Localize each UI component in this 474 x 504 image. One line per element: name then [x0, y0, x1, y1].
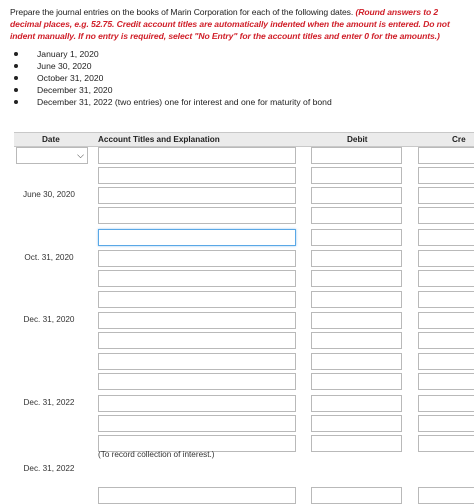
dates-list [10, 48, 332, 108]
account-title-input[interactable] [98, 353, 296, 370]
account-title-input[interactable] [98, 373, 296, 390]
bullet-icon [14, 88, 18, 92]
debit-input[interactable] [311, 147, 402, 164]
table-row [0, 290, 474, 308]
credit-input[interactable] [418, 147, 474, 164]
account-title-input[interactable] [98, 415, 296, 432]
table-row [0, 146, 474, 164]
credit-input[interactable] [418, 353, 474, 370]
debit-input[interactable] [311, 332, 402, 349]
account-title-input[interactable] [98, 147, 296, 164]
table-row [0, 249, 474, 267]
credit-input[interactable] [418, 312, 474, 329]
credit-input[interactable] [418, 187, 474, 204]
table-row [0, 352, 474, 370]
account-title-input[interactable] [98, 270, 296, 287]
table-row [0, 486, 474, 504]
credit-input[interactable] [418, 395, 474, 412]
debit-input[interactable] [311, 395, 402, 412]
table-row [0, 186, 474, 204]
credit-input[interactable] [418, 270, 474, 287]
bullet-icon [14, 52, 18, 56]
table-row [0, 414, 474, 432]
table-row [0, 459, 474, 477]
list-item: December 31, 2020 [10, 84, 332, 96]
table-row [0, 372, 474, 390]
debit-input[interactable] [311, 187, 402, 204]
header-credit: Cre [452, 135, 466, 144]
credit-input[interactable] [418, 487, 474, 504]
table-row [0, 394, 474, 412]
date-select[interactable] [16, 147, 88, 164]
bullet-icon [14, 76, 18, 80]
credit-input[interactable] [418, 291, 474, 308]
instructions [10, 6, 470, 42]
list-item: January 1, 2020 [10, 48, 332, 60]
header-date: Date [42, 135, 60, 144]
credit-input[interactable] [418, 435, 474, 452]
date-label: Oct. 31, 2020 [24, 253, 74, 262]
debit-input[interactable] [311, 353, 402, 370]
credit-input[interactable] [418, 332, 474, 349]
date-label: June 30, 2020 [23, 190, 75, 199]
header-debit: Debit [347, 135, 368, 144]
debit-input[interactable] [311, 487, 402, 504]
instructions-emphasis: (Round answers to 2 decimal places, e.g. 52.75. Credit account titles are automatically indented when the amount is entered. Do not indent manually. If no entry is required, select "No Entry" for the account titles and enter 0 for the amounts.) [10, 7, 450, 41]
account-title-input[interactable] [98, 312, 296, 329]
credit-input[interactable] [418, 207, 474, 224]
account-title-input[interactable] [98, 332, 296, 349]
debit-input[interactable] [311, 250, 402, 267]
list-item: December 31, 2022 (two entries) one for interest and one for maturity of bond [10, 96, 332, 108]
account-title-input-focused[interactable] [98, 229, 296, 246]
date-label: Dec. 31, 2022 [23, 398, 75, 407]
table-row [0, 434, 474, 452]
chevron-down-icon: ⌵ [77, 150, 84, 160]
instructions-text: Prepare the journal entries on the books of Marin Corporation for each of the following dates. [10, 7, 356, 17]
account-title-input[interactable] [98, 487, 296, 504]
entry-explanation: (To record collection of interest.) [98, 450, 215, 459]
debit-input[interactable] [311, 229, 402, 246]
table-row [0, 206, 474, 224]
debit-input[interactable] [311, 167, 402, 184]
credit-input[interactable] [418, 373, 474, 390]
table-row [0, 269, 474, 287]
debit-input[interactable] [311, 291, 402, 308]
bullet-icon [14, 64, 18, 68]
account-title-input[interactable] [98, 395, 296, 412]
debit-input[interactable] [311, 312, 402, 329]
credit-input[interactable] [418, 229, 474, 246]
header-account: Account Titles and Explanation [98, 135, 220, 144]
debit-input[interactable] [311, 270, 402, 287]
date-label: Dec. 31, 2022 [23, 464, 75, 473]
credit-input[interactable] [418, 167, 474, 184]
table-row [0, 331, 474, 349]
account-title-input[interactable] [98, 167, 296, 184]
account-title-input[interactable] [98, 291, 296, 308]
account-title-input[interactable] [98, 207, 296, 224]
bullet-icon [14, 100, 18, 104]
debit-input[interactable] [311, 435, 402, 452]
debit-input[interactable] [311, 207, 402, 224]
list-item: October 31, 2020 [10, 72, 332, 84]
debit-input[interactable] [311, 415, 402, 432]
list-item: June 30, 2020 [10, 60, 332, 72]
account-title-input[interactable] [98, 250, 296, 267]
account-title-input[interactable] [98, 187, 296, 204]
credit-input[interactable] [418, 250, 474, 267]
table-row [0, 311, 474, 329]
table-row [0, 166, 474, 184]
debit-input[interactable] [311, 373, 402, 390]
table-row [0, 228, 474, 246]
date-label: Dec. 31, 2020 [23, 315, 75, 324]
table-header [14, 132, 474, 147]
credit-input[interactable] [418, 415, 474, 432]
